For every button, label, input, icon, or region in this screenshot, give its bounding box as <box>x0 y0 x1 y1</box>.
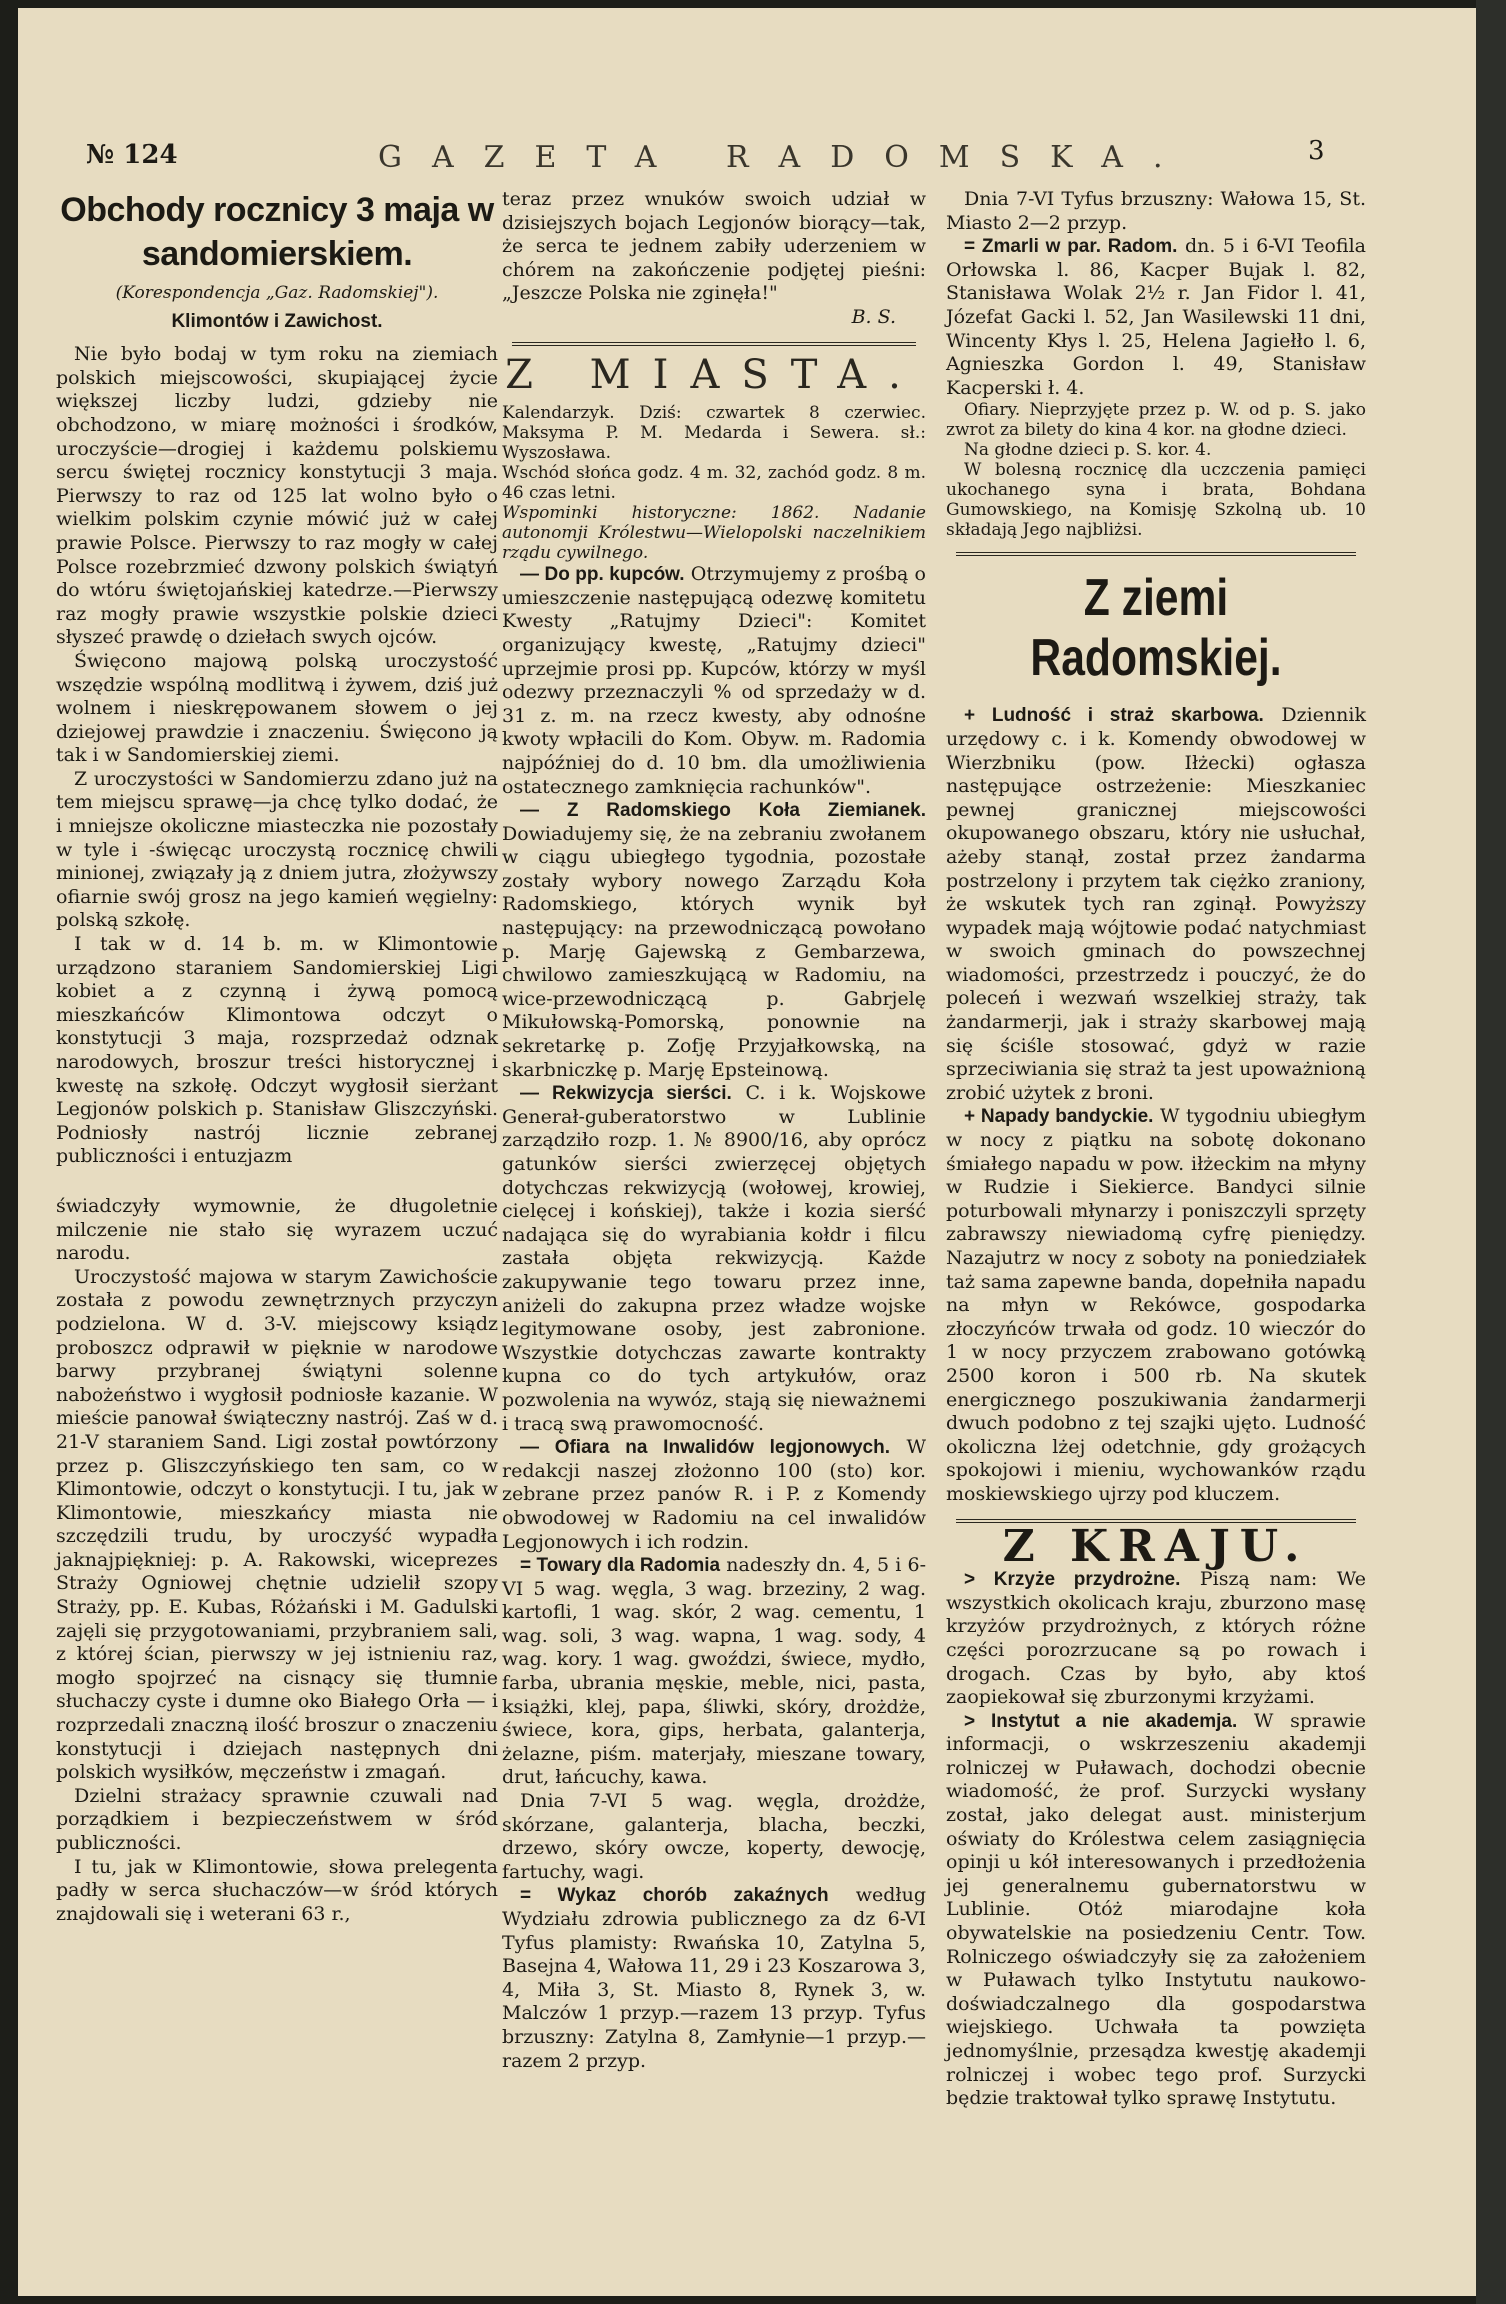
item-heading: + Napady bandyckie. <box>964 1106 1154 1128</box>
item-heading: — Do pp. kupców. <box>520 564 685 586</box>
article-title: Obchody rocznicy 3 maja w sandomierskiem. <box>60 191 494 273</box>
section-title-z-ziemi-radomskiej: Z ziemi Radomskiej. <box>1030 569 1282 688</box>
item-heading: = Zmarli w par. Radom. <box>964 236 1178 258</box>
section-title-z-miasta: Z MIASTA. <box>505 351 923 398</box>
item-body: W redakcji naszej złożonno 100 (sto) kor. zebrane przez panów R. i P. z Komendy obwodowej w Radomiu na cel inwalidów Legjonowych i ich rodzin. <box>502 1436 927 1553</box>
item-body: według Wydziału zdrowia publicznego za dz 6-VI Tyfus plamisty: Rwańska 10, Zatylna 5, Basejna 4, Wałowa 11, 29 i 23 Koszarowa 3, 4, Miła 3, St. Miasto 8, Rynek 3, w. Malczów 1 przyp.—razem 13 przyp. Tyfus brzuszny: Zatylna 8, Zamłynie—1 przyp.—razem 2 przyp. <box>502 1884 926 2072</box>
item-body: dn. 5 i 6-VI Teofila Orłowska l. 86, Kacper Bujak l. 82, Stanisława Wolak 2½ r. Jan Fidor l. 41, Józefat Gacki l. 52, Jan Wasilewski 11 dni, Wincenty Kłys l. 25, Helena Jagiełło l. 6, Agnieszka Gordon l. 49, Stanisław Kacperski ł. 4. <box>946 235 1366 399</box>
article-paragraph: I tu, jak w Klimontowie, słowa prelegenta padły w serca słuchaczów—w śród których znajdowali się i weterani 63 r., <box>56 1855 498 1925</box>
item-body: Dnia 7-VI Tyfus brzuszny: Wałowa 15, St. Miasto 2—2 przyp. <box>946 188 1366 234</box>
article-paragraph: Z uroczystości w Sandomierzu zdano już na tem miejscu sprawę—ja chcę tylko dodać, że i mniejsze okoliczne miasteczka nie pozostały w tyle i -święcąc uroczystą rocznicę chwili minionej, związały ją z dniem jutra, złożywszy ofiarnie swój grosz na jego kamień węgielny: polską szkołę. <box>56 767 498 932</box>
item-heading: = Towary dla Radomia <box>520 1555 721 1577</box>
article-paragraph: teraz przez wnuków swoich udział w dzisiejszych bojach Legjonów biorący—tak, że serca te jednem zabiły uderzeniem w chórem na zakończenie podjętej pieśni: „Jeszcze Polska nie zginęła!" <box>502 188 926 305</box>
item-body: Dnia 7-VI 5 wag. węgla, drożdże, skórzane, galanterja, blacha, beczki, drzewo, skóry owcze, koperty, dewocję, fartuchy, wagi. <box>502 1790 926 1883</box>
page-header <box>18 136 1476 180</box>
article-byline: (Korespondencja „Gaz. Radomskiej"). <box>115 283 439 303</box>
item-body: Piszą nam: We wszystkich okolicach kraju, zburzono masę krzyżów przydrożnych, z których różne części porozrzucane są po rowach i drogach. Czas by było, aby ktoś zaopiekował się zburzonymi krzyżami. <box>946 1568 1366 1709</box>
newspaper-page <box>18 8 1476 2296</box>
column-2 <box>502 188 926 2073</box>
section-title-z-kraju: Z KRAJU. <box>1002 1520 1310 1572</box>
signature: B. S. <box>851 305 896 328</box>
item-body: C. i k. Wojskowe Generał-guberatorstwo w Lublinie zarządziło rozp. 1. № 8900/16, aby oprócz gatunków sierści zwierzęcej objętych dotychczas rekwizycją (wołowej, krowiej, cielęcej i końskiej), także i kozia sierść nadająca się do wyrabiania kołdr i filcu zastała objęta rekwizycją. Każde zakupywanie tego towaru przez inne, aniżeli do zakupna przez władze wojske legitymowane osoby, jest zabronione. Wszystkie dotychczas zawarte kontrakty kupna co do tych artykułów, oraz pozwolenia na wywóz, stają się nieważnemi i tracą swą prawomocność. <box>502 1082 926 1435</box>
item-heading: > Instytut a nie akademja. <box>964 1710 1238 1732</box>
item-heading: — Z Radomskiego Koła Ziemianek. <box>520 800 926 822</box>
donations: Ofiary. Nieprzyjęte przez p. W. od p. S. jako zwrot za bilety do kina 4 kor. na głodne dzieci. <box>946 400 1366 441</box>
item-body: Dowiadujemy się, że na zebraniu zwołanem w ciągu ubiegłego tygodnia, pozostałe zostały wybory nowego Zarządu Koła Radomskiego, których wynik był następujący: na przewodniczącą powołano p. Marję Gajewską z Gembarzewa, chwilowo zamieszkującą w Radomiu, na wice-przewodniczącą p. Gabrjelę Mikułowską-Pomorską, ponownie na sekretarkę p. Zofję Przyjałkowską, na skarbniczkę p. Marję Epsteinową. <box>502 822 926 1081</box>
item-heading: = Wykaz chorób zakaźnych <box>520 1885 829 1907</box>
column-1 <box>56 188 498 1926</box>
article-paragraph: świadczyły wymownie, że długoletnie milczenie nie stało się wyrazem uczuć narodu. <box>56 1194 498 1265</box>
donations: W bolesną rocznicę dla uczczenia pamięci ukochanego syna i brata, Bohdana Gumowskiego, na Komisję Szkolną ub. 10 składają Jego najbliżsi. <box>946 460 1366 541</box>
item-body: Dziennik urzędowy c. i k. Komendy obwodowej w Wierzbniku (pow. Iłżecki) ogłasza następujące ostrzeżenie: Mieszkaniec pewnej granicznej miejscowości okupowanego obszaru, który nie usłuchał, ażeby stanął, został przez żandarma postrzelony i przytem tak ciężko zraniony, że wskutek tych ran zginął. Powyższy wypadek mają wójtowie podać natychmiast w swoich gminach do powszechnej wiadomości, przestrzedz i pouczyć, że do poleceń i wezwań wszelkiej straży, tak żandarmerji, jak i straży skarbowej mają się ściśle stosować, gdyż w razie sprzeciwiania się straż ta jest upoważnioną zrobić użytek z broni. <box>946 704 1366 1104</box>
sun-times: Wschód słońca godz. 4 m. 32, zachód godz. 8 m. 46 czas letni. <box>502 463 926 504</box>
donations: Na głodne dzieci p. S. kor. 4. <box>964 440 1212 461</box>
divider <box>956 552 1356 556</box>
item-heading: — Rekwizycja sierści. <box>520 1083 732 1105</box>
column-3 <box>946 188 1366 2111</box>
item-body: Otrzymujemy z prośbą o umieszczenie następującą odezwę komitetu Kwesty „Ratujmy Dzieci": Komitet organizujący kwestę, „Ratujmy dzieci" uprzejmie prosi pp. Kupców, którzy w myśl odezwy przeznaczyli % od sprzedaży w d. 31 z. m. na rzecz kwesty, aby odnośne kwoty wpłacili do Kom. Obyw. m. Radomia najpóźniej do d. 10 bm. dla umożliwienia ostatecznego zamknięcia rachunków". <box>502 563 926 798</box>
article-subhead: Klimontów i Zawichost. <box>171 310 383 332</box>
kalendarzyk: Kalendarzyk. Dziś: czwartek 8 czerwiec. Maksyma P. M. Medarda i Sewera. sł.: Wyszosława. <box>502 403 926 464</box>
article-paragraph: Dzielni strażacy sprawnie czuwali nad porządkiem i bezpieczeństwem w śród publiczności. <box>56 1784 498 1854</box>
masthead-title: GAZETA RADOMSKA. <box>378 140 1193 175</box>
article-paragraph: Uroczystość majowa w starym Zawichoście została z powodu zewnętrznych przyczyn podzielona. W d. 3-V. miejscowy ksiądz proboszcz odprawił w pięknie w narodowe barwy przybranej świątyni solenne nabożeństwo i wygłosił podniosłe kazanie. W mieście panował świąteczny nastrój. Zaś w d. 21-V staraniem Sand. Ligi został powtórzony przez p. Gliszczyńskiego ten sam, co w Klimontowie, odczyt o konstytucji. I tu, jak w Klimontowie, mieszkańcy miasta nie szczędzili trudu, by uroczyść wypadła jaknajpiękniej: p. A. Rakowski, wiceprezes Straży Ogniowej chętnie udzielił szopy Straży, pp. E. Kubas, Różański i M. Gadulski zajęli się przygotowaniami, przybraniem sali, z której ścian, pierwszy w jej istnieniu raz, mogło spojrzeć na cisnący się tłumnie słuchaczy cyste i dumne oko Białego Orła — i rozprzedali znaczną ilość broszur o znaczeniu konstytucji i dziejach następnych dni polskich wysiłków, męczeństw i zmagań. <box>56 1265 498 1784</box>
page-number: 3 <box>1308 136 1325 166</box>
item-body: W sprawie informacji, o wskrzeszeniu akademji rolniczej w Puławach, dochodzi obecnie wiadomość, że prof. Surzycki wysłany został, jako delegat aust. ministerjum oświaty do Królestwa celem zasiągnięcia opinji u kół interesowanych i przedłożenia jej generalnemu gubernatorstwu w Lublinie. Otóż miarodajne koła obywatelskie na posiedzeniu Centr. Tow. Rolniczego oświadczyły się za założeniem w Puławach tylko Instytutu naukowo-doświadczalnego dla gospodarstwa wiejskiego. Uchwała ta powzięta jednomyślnie, przesądza kwestję akademji rolniczej i wobec tego prof. Surzycki będzie traktował tylko sprawę Instytutu. <box>946 1709 1366 2110</box>
article-paragraph: Święcono majową polską uroczystość wszędzie wspólną modlitwą i żywem, dziś już wolnem i nieskrępowanem słowem o jej dziejowej prawdzie i znaczeniu. Święcono ją tak i w Sandomierskiej ziemi. <box>56 649 498 767</box>
historical-notes: Wspominki historyczne: 1862. Nadanie autonomji Królestwu—Wielopolski naczelnikiem rządu cywilnego. <box>502 503 926 564</box>
item-heading: — Ofiara na Inwalidów legjonowych. <box>520 1437 891 1459</box>
item-heading: > Krzyże przydrożne. <box>964 1569 1181 1591</box>
binding-edge <box>1476 0 1506 2304</box>
item-body: W tygodniu ubiegłym w nocy z piątku na sobotę dokonano śmiałego napadu w pow. iłżeckim na młyny w Rudzie i Siekierce. Bandyci silnie poturbowali młynarzy i poniszczyli sprzęty zabrawszy niewiadomą cyfrę pieniędzy. Nazajutrz w nocy z soboty na poniedziałek taż sama zapewne banda, dopełniła napadu na młyn w Rekówce, gospodarka złoczyńców trwała od godz. 10 wieczór do 1 w nocy przyczem zrabowano gotówką 2500 koron i 500 rb. Na skutek energicznego poszukiwania żandarmerji dwuch podobno z tej szajki ujęto. Ludność okoliczna lżej odetchnie, gdy grożących spokojowi i mieniu, wychowanków rządu moskiewskiego ujrzy pod kluczem. <box>946 1105 1366 1505</box>
article-paragraph: Nie było bodaj w tym roku na ziemiach polskich miejscowości, skupiającej życie większej liczby ludzi, gdzieby nie obchodzono, w miarę możności i środków, uroczyście—drogiej i każdemu polskiemu sercu świętej rocznicy konstytucji 3 maja. Pierwszy to raz od 125 lat wolno było o wielkim polskim czynie mówić już w całej prawie Polsce. Pierwszy to raz mogły w całej Polsce rozebrzmieć dzwony polskich świątyń do wtóru świętojańskiej katedrze.—Pierwszy raz mogły prawie wszystkie polskie dzieci słyszeć prawdę o dziełach swych ojców. <box>56 343 498 649</box>
item-body: nadeszły dn. 4, 5 i 6-VI 5 wag. węgla, 3 wag. brzeziny, 2 wag. kartofli, 1 wag. skór, 2 wag. cementu, 1 wag. soli, 3 wag. wapna, 1 wag. sody, 4 wag. kory. 1 wag. gwoździ, świece, mydło, farba, ubrania męskie, meble, nici, pasta, książki, klej, papa, śliwki, skóry, drożdże, świece, kora, gips, herbata, galanterja, żelazne, piśm. materjały, mieszane towary, drut, łańcuchy, kawa. <box>502 1554 926 1789</box>
issue-number: № 124 <box>86 140 178 170</box>
article-paragraph: I tak w d. 14 b. m. w Klimontowie urządzono staraniem Sandomierskiej Ligi kobiet a z czynną i żywą pomocą mieszkańców Klimontowa odczyt o konstytucji 3 maja, rozsprzedaż odznak narodowych, broszur treści historycznej i kwestę na szkołę. Odczyt wygłosił sierżant Legjonów polskich p. Stanisław Gliszczyński. Podniosły nastrój licznie zebranej publiczności i entuzjazm <box>56 933 498 1168</box>
item-heading: + Ludność i straż skarbowa. <box>964 705 1264 727</box>
divider <box>512 342 916 346</box>
